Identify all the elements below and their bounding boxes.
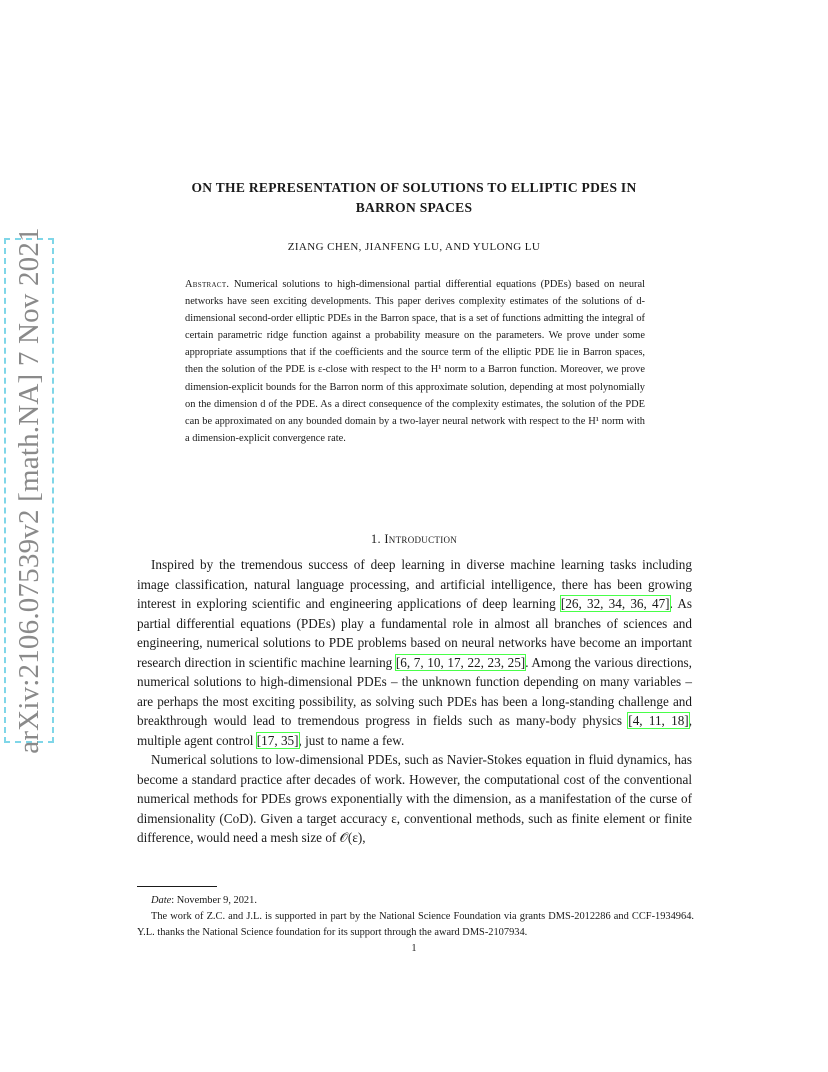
section-title: Introduction [384, 532, 458, 546]
citation-link[interactable]: [4, 11, 18] [628, 713, 689, 728]
title-line-1: ON THE REPRESENTATION OF SOLUTIONS TO ELLIPTIC PDES IN [191, 180, 637, 195]
title-line-2: BARRON SPACES [355, 200, 473, 215]
citation-link[interactable]: [26, 32, 34, 36, 47] [560, 596, 670, 611]
footnote-date [137, 893, 694, 909]
body-text [137, 555, 692, 848]
paper-title [120, 178, 708, 218]
paragraph-1-part-b: . As partial differential equations (PDEs) play a fundamental role in almost all branches of sciences and engineering, numerical solutions to PDE problems based on neural networks have become an important research direction in scientific machine learning [137, 596, 692, 670]
abstract-text: Numerical solutions to high-dimensional partial differential equations (PDEs) based on neural networks have seen exciting developments. This paper derives complexity estimates of the solutions of d-dimensional second-order elliptic PDEs in the Barron space, that is a set of functions admitting the integral of certain parametric ridge function against a probability measure on the parameters. We prove under some appropriate assumptions that if the coefficients and the source term of the elliptic PDE lie in Barron spaces, then the solution of the PDE is ε-close with respect to the H¹ norm to a Barron function. Moreover, we prove dimension-explicit bounds for the Barron norm of this approximate solution, depending at most polynomially on the dimension d of the PDE. As a direct consequence of the complexity estimates, the solution of the PDE can be approximated on any bounded domain by a two-layer neural network with respect to the H¹ norm with a dimension-explicit convergence rate. [185, 279, 645, 444]
page-number: 1 [411, 943, 417, 954]
footnotes [137, 893, 694, 941]
section-heading [120, 532, 708, 547]
arxiv-identifier-stamp [4, 227, 54, 754]
paragraph-1-part-d: , multiple agent control [137, 713, 692, 748]
arxiv-identifier-text: arXiv:2106.07539v2 [math.NA] 7 Nov 2021 [12, 227, 45, 754]
paragraph-1-part-a: Inspired by the tremendous success of deep learning in diverse machine learning tasks including image classification, natural language processing, and artificial intelligence, there has been growing interest in exploring scientific and engineering applications of deep learning [137, 557, 692, 611]
footnote-divider [137, 886, 217, 887]
author-list: ZIANG CHEN, JIANFENG LU, AND YULONG LU [287, 241, 541, 253]
paragraph-1 [137, 555, 692, 750]
citation-link[interactable]: [17, 35] [256, 732, 299, 748]
footnote-date-value: : November 9, 2021. [171, 895, 257, 906]
paragraph-1-part-e: , just to name a few. [298, 732, 405, 748]
abstract [185, 276, 645, 447]
footnote-date-label: Date [151, 895, 172, 906]
footnote-funding: The work of Z.C. and J.L. is supported in part by the National Science Foundation via grants DMS-2012286 and CCF-1934964. Y.L. thanks the National Science foundation for its support through the award DMS-2107934. [137, 911, 694, 938]
section-number: 1. [370, 532, 381, 546]
citation-link[interactable]: [6, 7, 10, 17, 22, 23, 25] [395, 654, 526, 670]
paragraph-1-part-c: . Among the various directions, numerical solutions to high-dimensional PDEs – the unknown function depending on many variables – are perhaps the most exciting possibility, as solving such PDEs has been a long-standing challenge and breakthrough would lead to tremendous progress in fields such as many-body physics [137, 654, 692, 728]
paragraph-2: Numerical solutions to low-dimensional PDEs, such as Navier-Stokes equation in fluid dynamics, has become a standard practice after decades of work. However, the computational cost of the conventional numerical methods for PDEs grows exponentially with the dimension, as a manifestation of the curse of dimensionality (CoD). Given a target accuracy ε, conventional methods, such as finite element or finite difference, would need a mesh size of 𝒪(ε), [137, 752, 692, 845]
abstract-heading: Abstract. [185, 279, 230, 290]
